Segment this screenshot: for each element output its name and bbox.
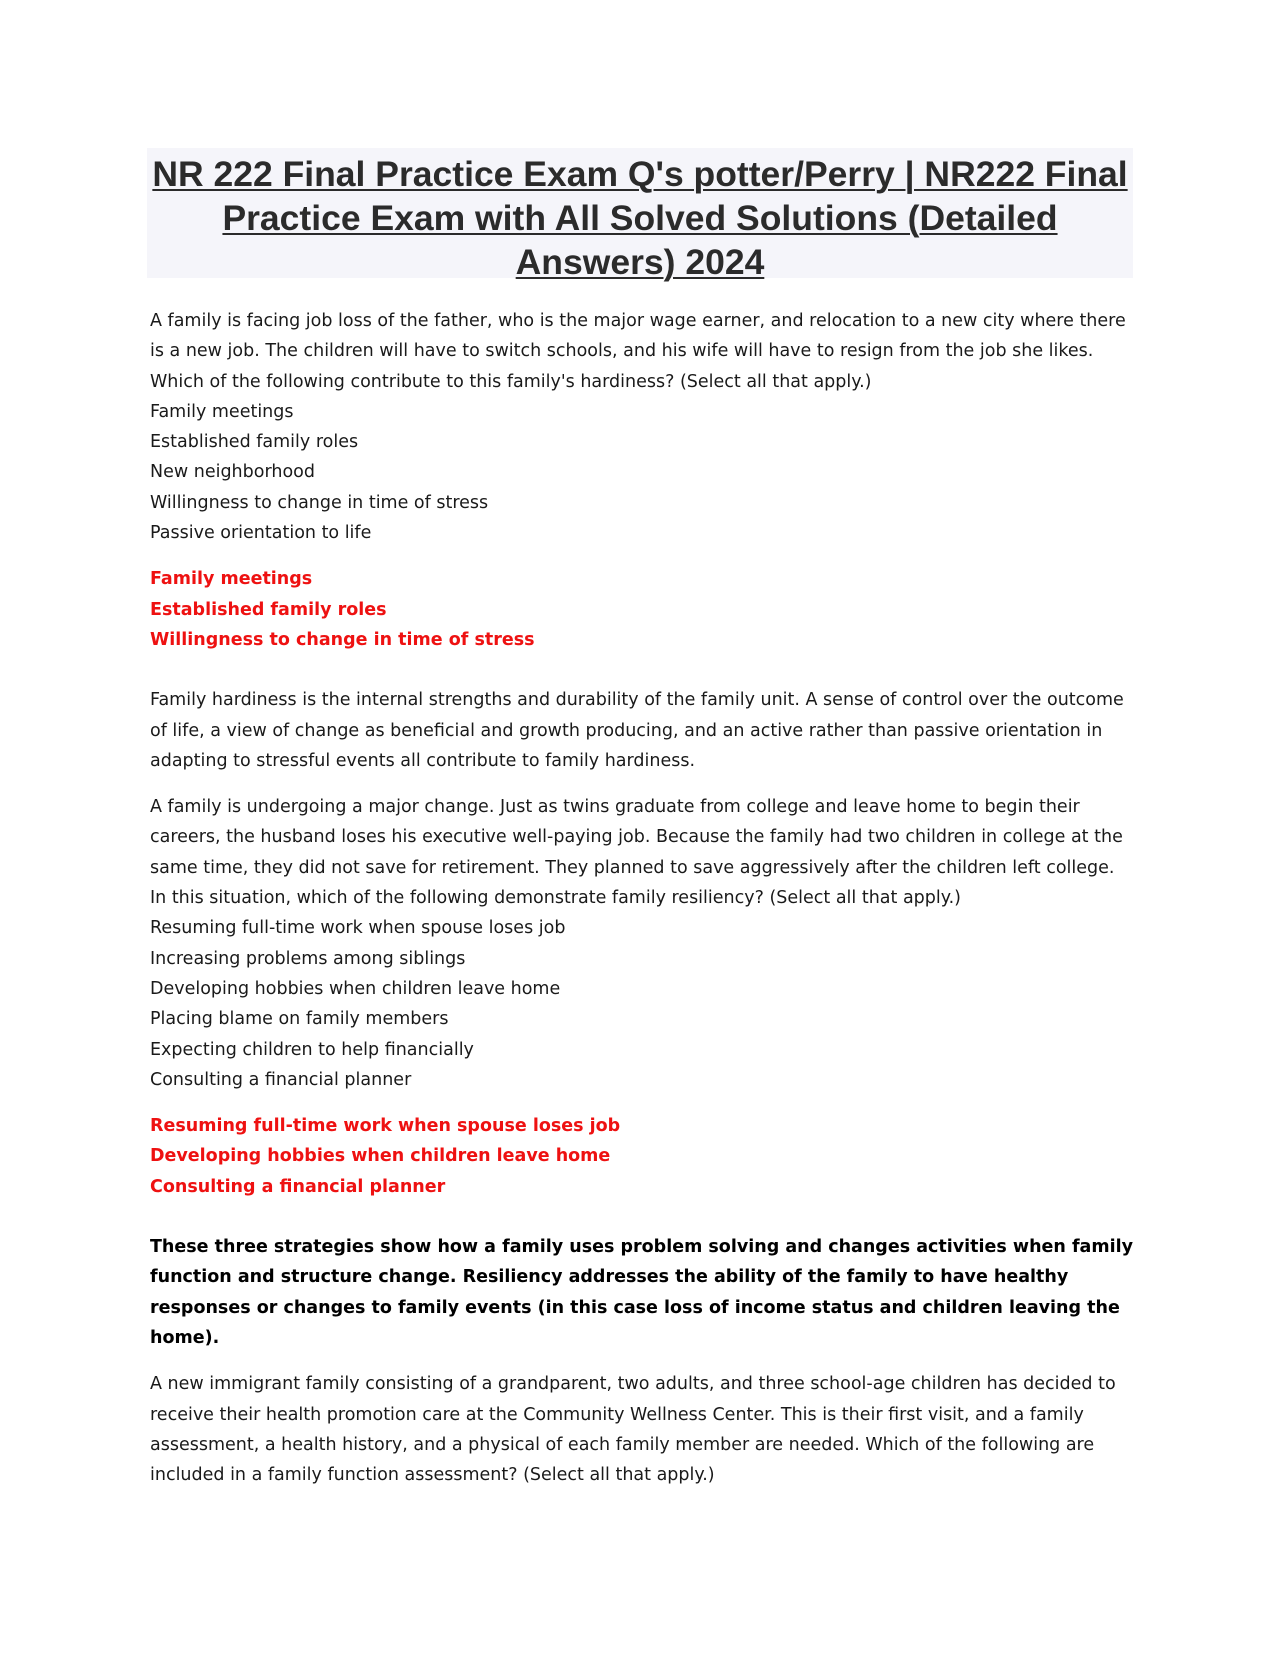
q2-option: Expecting children to help financially (150, 1039, 474, 1060)
document-body (150, 306, 1135, 1490)
q2-stem: A family is undergoing a major change. Just as twins graduate from college and leave home to begin their careers, the husband loses his executive well-paying job. Because the family had two children in college at the same time, they did not save for retirement. They planned to save aggressively after the children left college. In this situation, which of the following demonstrate family resiliency? (Select all that apply.) (150, 797, 1123, 909)
q1-answer: Family meetings (150, 569, 313, 590)
q1-answer: Willingness to change in time of stress (150, 629, 535, 650)
q1-option: Willingness to change in time of stress (150, 492, 489, 513)
q1-answer: Established family roles (150, 599, 387, 620)
q1-option: Passive orientation to life (150, 523, 372, 544)
q1-rationale: Family hardiness is the internal strengths and durability of the family unit. A sense of control over the outcome of life, a view of change as beneficial and growth producing, and an active rather than passive orientation in adapting to stressful events all contribute to family hardiness. (150, 690, 1124, 771)
q1-option: New neighborhood (150, 462, 315, 483)
q2-option: Consulting a financial planner (150, 1069, 412, 1090)
q2-answers (150, 1111, 1135, 1202)
document-title: NR 222 Final Practice Exam Q's potter/Perry | NR222 Final Practice Exam with All Solved Solutions (Detailed Answers) 2024 (152, 154, 1128, 282)
q3-stem: A new immigrant family consisting of a grandparent, two adults, and three school-age children has decided to receive their health promotion care at the Community Wellness Center. This is their first visit, and a family assessment, a health history, and a physical of each family member are needed. Which of the following are included in a family function assessment? (Select all that apply.) (150, 1374, 1116, 1486)
q2-answer: Developing hobbies when children leave home (150, 1146, 611, 1167)
q2-rationale: These three strategies show how a family uses problem solving and changes activities when family function and structure change. Resiliency addresses the ability of the family to have healthy responses or changes to family events (in this case loss of income status and children leaving the home). (150, 1237, 1134, 1348)
q2-answer: Resuming full-time work when spouse loses job (150, 1116, 621, 1137)
q2-option: Developing hobbies when children leave home (150, 978, 561, 999)
q2-options (150, 913, 1135, 1095)
q1-options (150, 397, 1135, 548)
q1-answers (150, 564, 1135, 655)
q1-stem: A family is facing job loss of the father, who is the major wage earner, and relocation to a new city where there is a new job. The children will have to switch schools, and his wife will have to resign from the job she likes. Which of the following contribute to this family's hardiness? (Select all that apply.) (150, 311, 1126, 392)
q1-option: Family meetings (150, 401, 294, 422)
document-title-box (147, 148, 1133, 282)
q1-option: Established family roles (150, 432, 359, 453)
q2-option: Increasing problems among siblings (150, 948, 466, 969)
q2-option: Resuming full-time work when spouse loses job (150, 918, 566, 939)
q2-option: Placing blame on family members (150, 1009, 449, 1030)
q2-answer: Consulting a financial planner (150, 1176, 446, 1197)
